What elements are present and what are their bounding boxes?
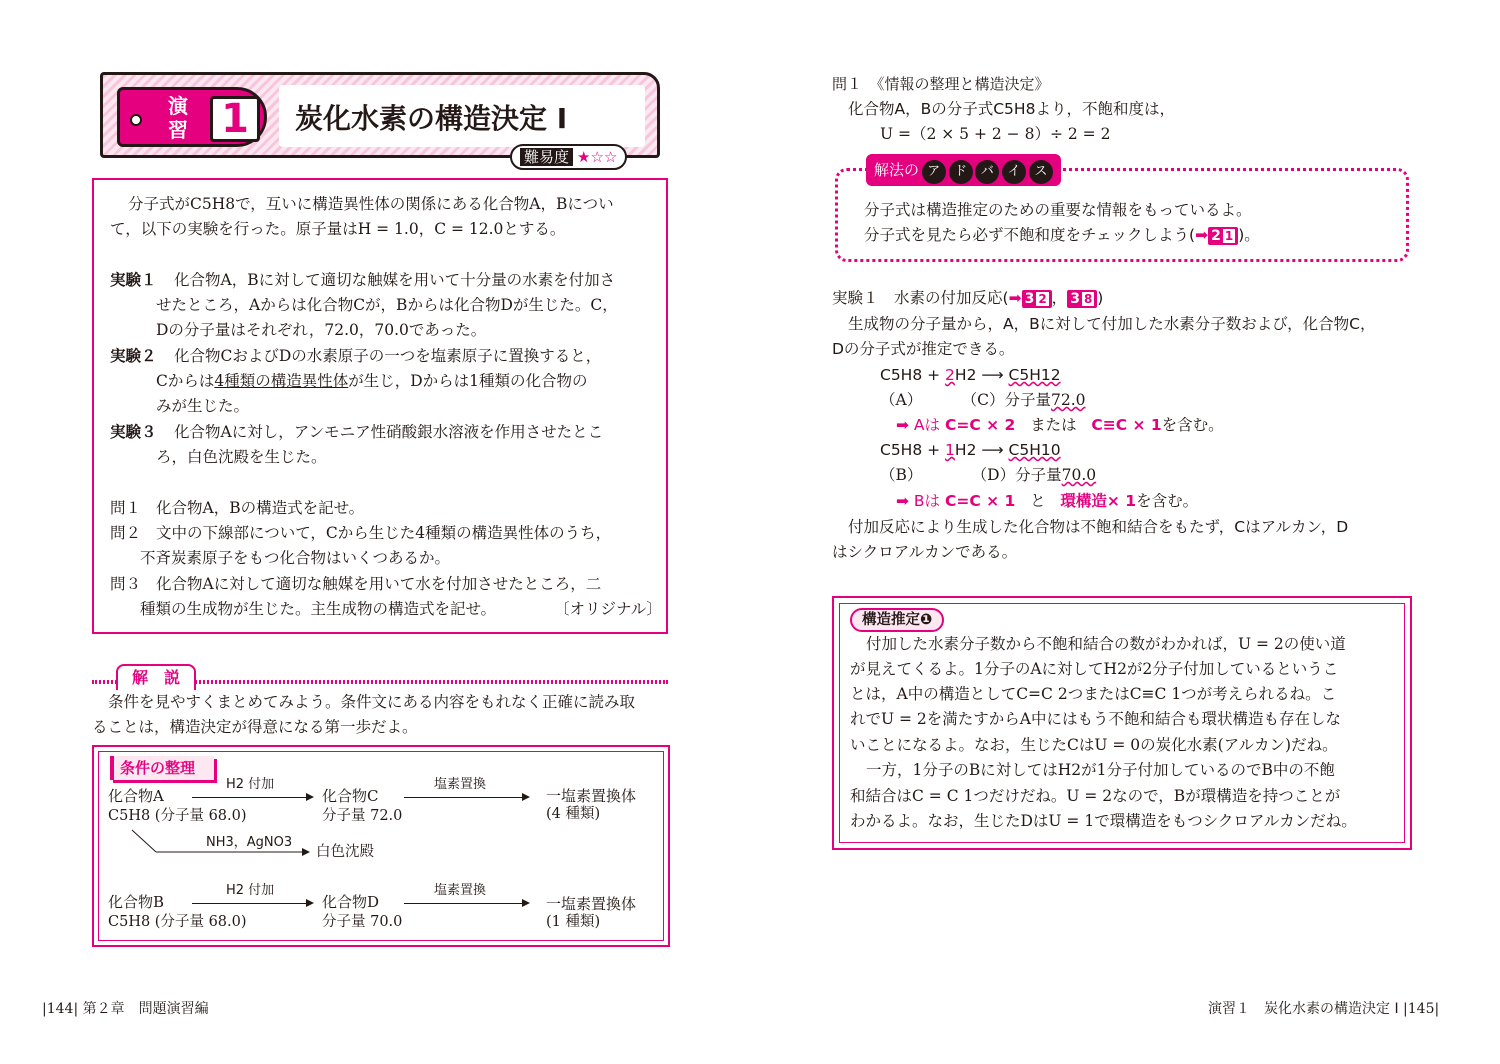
structure-estimation-tab: 構造推定❶	[850, 608, 944, 632]
exp3-label: 実験３	[110, 423, 157, 441]
d-result-1: 一塩素置換体	[546, 895, 637, 913]
arrow-c-to-result	[404, 797, 528, 798]
ref-arrow-icon: ➡	[1008, 289, 1022, 307]
exercise-tag	[117, 87, 267, 147]
kaisetsu-line-2: ることは，構造決定が得意になる第一歩だよ。	[92, 718, 418, 736]
footer-chapter: 第２章 問題演習編	[82, 1001, 209, 1017]
footer-page-left: 144	[46, 1001, 74, 1017]
struct-line-4: れでU = 2を満たすからA中にはもう不飽和結合も環状構造も存在しな	[850, 710, 1341, 728]
equation-1-labels: （A） （C）分子量72.0	[880, 391, 1086, 409]
q2-line-1: 文中の下線部について，Cから生じた4種類の構造異性体のうち，	[156, 524, 612, 542]
h2-label-2: H2 付加	[226, 883, 275, 898]
q3-line-1: 化合物Aに対して適切な触媒を用いて水を付加させたところ，二	[156, 575, 602, 593]
c-result-1: 一塩素置換体	[546, 787, 637, 805]
struct-line-5: いことになるよ。なお，生じたCはU = 0の炭化水素(アルカン)だね。	[850, 736, 1338, 754]
exp2-line-1: 化合物CおよびDの水素原子の一つを塩素原子に置換すると，	[174, 347, 602, 365]
compound-c-mw: 分子量 72.0	[322, 808, 403, 824]
d-result-2: (1 種類)	[546, 914, 601, 930]
conclusion-line-2: はシクロアルカンである。	[832, 543, 1018, 561]
advice-char-5: ス	[1029, 160, 1053, 184]
chlorination-label-2: 塩素置換	[434, 883, 487, 898]
ref-arrow-icon: ➡	[1195, 226, 1209, 244]
compound-c-name: 化合物C	[322, 787, 379, 805]
exp3-line-1: 化合物Aに対し，アンモニア性硝酸銀水溶液を作用させたとこ	[174, 423, 604, 441]
h2-label-1: H2 付加	[226, 777, 275, 792]
compound-b-name: 化合物B	[108, 893, 165, 911]
exp1-line-3: Dの分子量はそれぞれ，72.0，70.0であった。	[156, 321, 487, 339]
q3-line-2: 種類の生成物が生じた。主生成物の構造式を記せ。	[140, 600, 497, 618]
advice-char-1: ア	[922, 160, 946, 184]
title-box	[279, 85, 645, 147]
kaisetsu-tab: 解 説	[116, 664, 196, 690]
tag-hole-icon	[130, 114, 142, 126]
q2-line-2: 不斉炭素原子をもつ化合物はいくつあるか。	[140, 549, 451, 567]
q1-label: 問１	[110, 499, 142, 517]
struct-line-3: とは，A中の構造としてC=C 2つまたはC≡C 1つが考えられるね。こ	[850, 685, 1337, 703]
arrow-a-to-c	[192, 797, 312, 798]
struct-line-2: が見えてくるよ。1分子のAに対してH2が2分子付加しているというこ	[850, 660, 1339, 678]
answer-q1-heading: 問１ 《情報の整理と構造決定》	[832, 75, 1050, 93]
exp1-answer-line-1: 生成物の分子量から，A，Bに対して付加した水素分子数および，化合物C，	[848, 315, 1376, 333]
equation-2-result: ➡ Bは C=C × 1 と 環構造× 1を含む。	[896, 492, 1199, 510]
footer-section: 演習１ 炭化水素の構造決定 I	[1208, 1001, 1399, 1017]
advice-char-3: バ	[975, 160, 999, 184]
footer-left: |144| 第２章 問題演習編	[42, 1001, 209, 1017]
advice-tab	[866, 154, 1061, 186]
arrow-b-to-d	[192, 903, 312, 904]
advice-line-1: 分子式は構造推定のための重要な情報をもっているよ。	[864, 201, 1252, 219]
page-title: 炭化水素の構造決定 I	[295, 102, 568, 135]
problem-intro-1: 分子式がC5H8で，互いに構造異性体の関係にある化合物A，Bについ	[128, 195, 614, 213]
advice-line-2: 分子式を見たら必ず不飽和度をチェックしよう(➡ 2 1 )。	[864, 226, 1260, 244]
difficulty-rating	[510, 144, 627, 170]
equation-1: C5H8 + 2H2 ⟶ C5H12	[880, 366, 1061, 384]
equation-1-result: ➡ Aは C=C × 2 または C≡C × 1を含む。	[896, 416, 1224, 434]
arrow-d-to-result	[404, 903, 528, 904]
q1-text: 化合物A，Bの構造式を記せ。	[156, 499, 365, 517]
ref-badge-1[interactable]: 3 2	[1022, 290, 1052, 308]
exp1-answer-line-2: Dの分子式が推定できる。	[832, 340, 1015, 358]
tag-number-box	[210, 96, 260, 142]
exp1-answer-heading: 実験１ 水素の付加反応(➡ 3 2 ， 3 8 )	[832, 289, 1104, 307]
struct-line-8: わかるよ。なお，生じたDはU = 1で環構造をもつシクロアルカンだね。	[850, 812, 1357, 830]
difficulty-stars: ★☆☆	[577, 148, 618, 166]
problem-intro-2: て，以下の実験を行った。原子量はH = 1.0，C = 12.0とする。	[110, 220, 566, 238]
compound-a-name: 化合物A	[108, 787, 164, 805]
c-result-2: (4 種類)	[546, 806, 601, 822]
exp1-line-1: 化合物A，Bに対して適切な触媒を用いて十分量の水素を付加さ	[174, 271, 616, 289]
exp2-line-3: みが生じた。	[156, 397, 250, 415]
nh3-label: NH3，AgNO3	[206, 835, 293, 850]
tag-kanji: 演習	[168, 94, 188, 142]
chlorination-label-1: 塩素置換	[434, 777, 487, 792]
compound-d-mw: 分子量 70.0	[322, 914, 403, 930]
footer-right: 演習１ 炭化水素の構造決定 I |145|	[1208, 1001, 1440, 1017]
kaisetsu-line-1: 条件を見やすくまとめてみよう。条件文にある内容をもれなく正確に読み取	[108, 693, 636, 711]
exp2-underlined: 4種類の構造異性体	[214, 372, 349, 390]
exp2-line-2b: が生じ，Dからは1種類の化合物の	[348, 372, 588, 390]
struct-line-1: 付加した水素分子数から不飽和結合の数がわかれば，U = 2の使い道	[866, 635, 1346, 653]
unsaturation-equation: U =（2 × 5 + 2 − 8）÷ 2 = 2	[880, 125, 1111, 143]
problem-source: 〔オリジナル〕	[554, 600, 662, 618]
compound-d-name: 化合物D	[322, 893, 380, 911]
difficulty-label: 難易度	[520, 148, 573, 166]
advice-char-2: ド	[949, 160, 973, 184]
advice-char-4: イ	[1002, 160, 1026, 184]
q3-label: 問３	[110, 575, 142, 593]
exp2-line-2a: Cからは	[156, 372, 215, 390]
struct-line-7: 和結合はC = C 1つだけだね。U = 2なので，Bが環構造を持つことが	[850, 787, 1341, 805]
compound-b-formula: C5H8 (分子量 68.0)	[108, 914, 247, 930]
exp1-label: 実験１	[110, 271, 157, 289]
conclusion-line-1: 付加反応により生成した化合物は不飽和結合をもたず，Cはアルカン，D	[848, 518, 1349, 536]
struct-line-6: 一方，1分子のBに対してはH2が1分子付加しているのでB中の不飽	[866, 761, 1335, 779]
footer-page-right: 145	[1407, 1001, 1435, 1017]
exp2-line-2	[156, 369, 588, 394]
ref-badge-2[interactable]: 3 8	[1067, 290, 1097, 308]
equation-2: C5H8 + 1H2 ⟶ C5H10	[880, 441, 1061, 459]
advice-tab-label: 解法の	[874, 161, 920, 179]
equation-2-labels: （B） （D）分子量70.0	[880, 466, 1097, 484]
precipitate: 白色沈殿	[316, 844, 374, 860]
q2-label: 問２	[110, 524, 142, 542]
conditions-tab: 条件の整理	[110, 756, 214, 780]
exp2-label: 実験２	[110, 347, 157, 365]
problem-box	[92, 178, 668, 634]
compound-a-formula: C5H8 (分子量 68.0)	[108, 808, 247, 824]
answer-line-1: 化合物A，Bの分子式C5H8より，不飽和度は，	[848, 100, 1175, 118]
tag-number: 1	[221, 96, 249, 142]
exp3-line-2: ろ，白色沈殿を生じた。	[156, 448, 327, 466]
ref-badge[interactable]: 2 1	[1208, 227, 1238, 245]
exp1-line-2: せたところ，Aからは化合物Cが，Bからは化合物Dが生じた。C，	[156, 296, 618, 314]
